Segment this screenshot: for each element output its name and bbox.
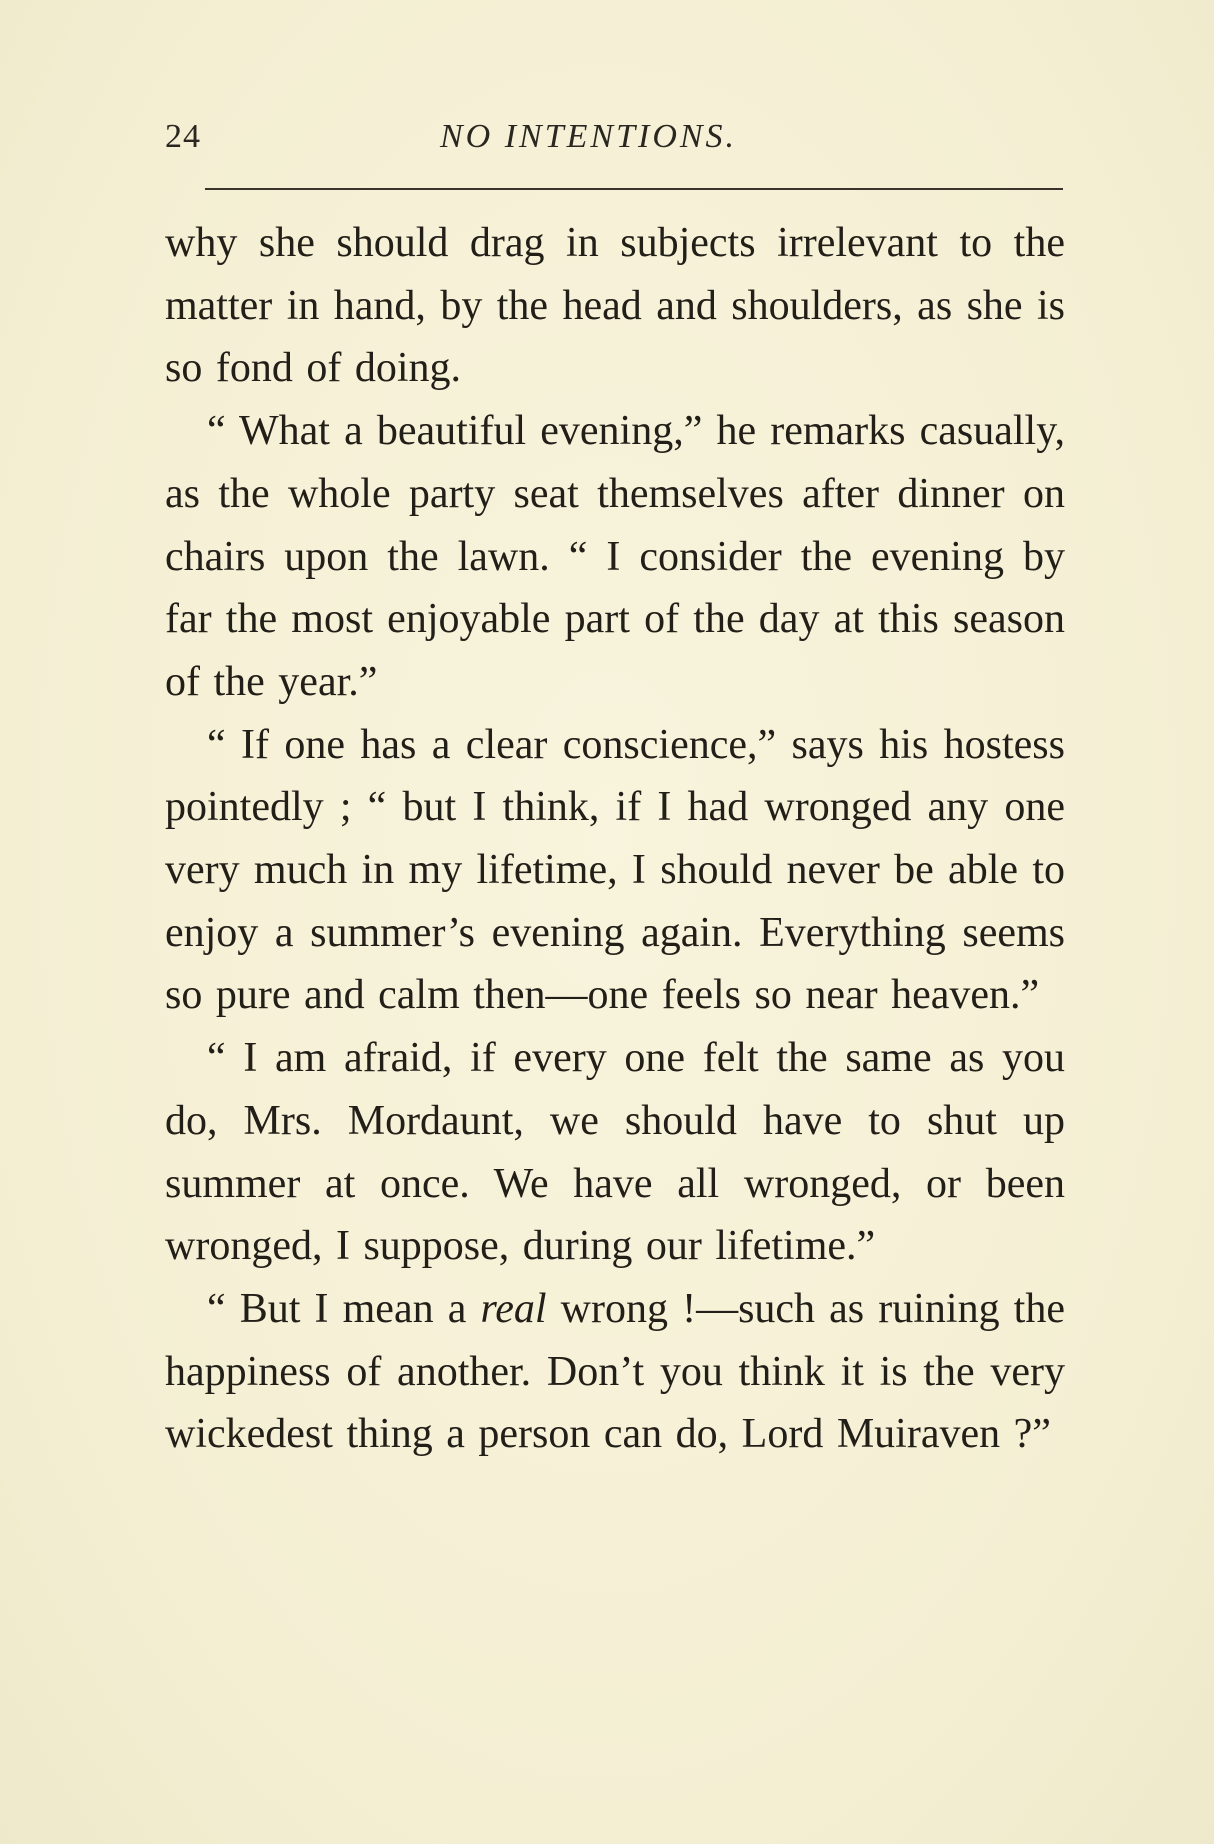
body-text [165,212,1065,1466]
paragraph-1: why she should drag in subjects irrelevant to the matter in hand, by the head and shoulders, as she is so fond of doing. [165,220,1065,392]
paragraph-3: “ If one has a clear conscience,” says his hostess pointedly ; “ but I think, if I had wronged any one very much in my lifetime, I should never be able to enjoy a summer’s evening again. Everything seems so pure and calm then—one feels so near heaven.” [165,721,1065,1019]
paragraph-5 [165,1278,1065,1466]
page-number: 24 [165,118,201,155]
paragraph-5-end: wrong !—such as ruining the happiness of another. Don’t you think it is the very wickedest thing a person can do, Lord Muiraven ?” [165,1285,1065,1458]
running-head: NO INTENTIONS. [440,118,738,155]
paragraph-5-emphasis: real [480,1285,547,1332]
page-header [165,118,1065,168]
paragraph-2: “ What a beautiful evening,” he remarks casually, as the whole party seat themselves after dinner on chairs upon the lawn. “ I consider the evening by far the most enjoyable part of the day at this season of the year.” [165,408,1065,705]
paragraph-4: “ I am afraid, if every one felt the same as you do, Mrs. Mordaunt, we should have to shut up summer at once. We have all wronged, or been wronged, I suppose, during our lifetime.” [165,1035,1065,1270]
header-rule [205,188,1063,190]
paragraph-5-start: “ But I mean a [207,1285,481,1332]
